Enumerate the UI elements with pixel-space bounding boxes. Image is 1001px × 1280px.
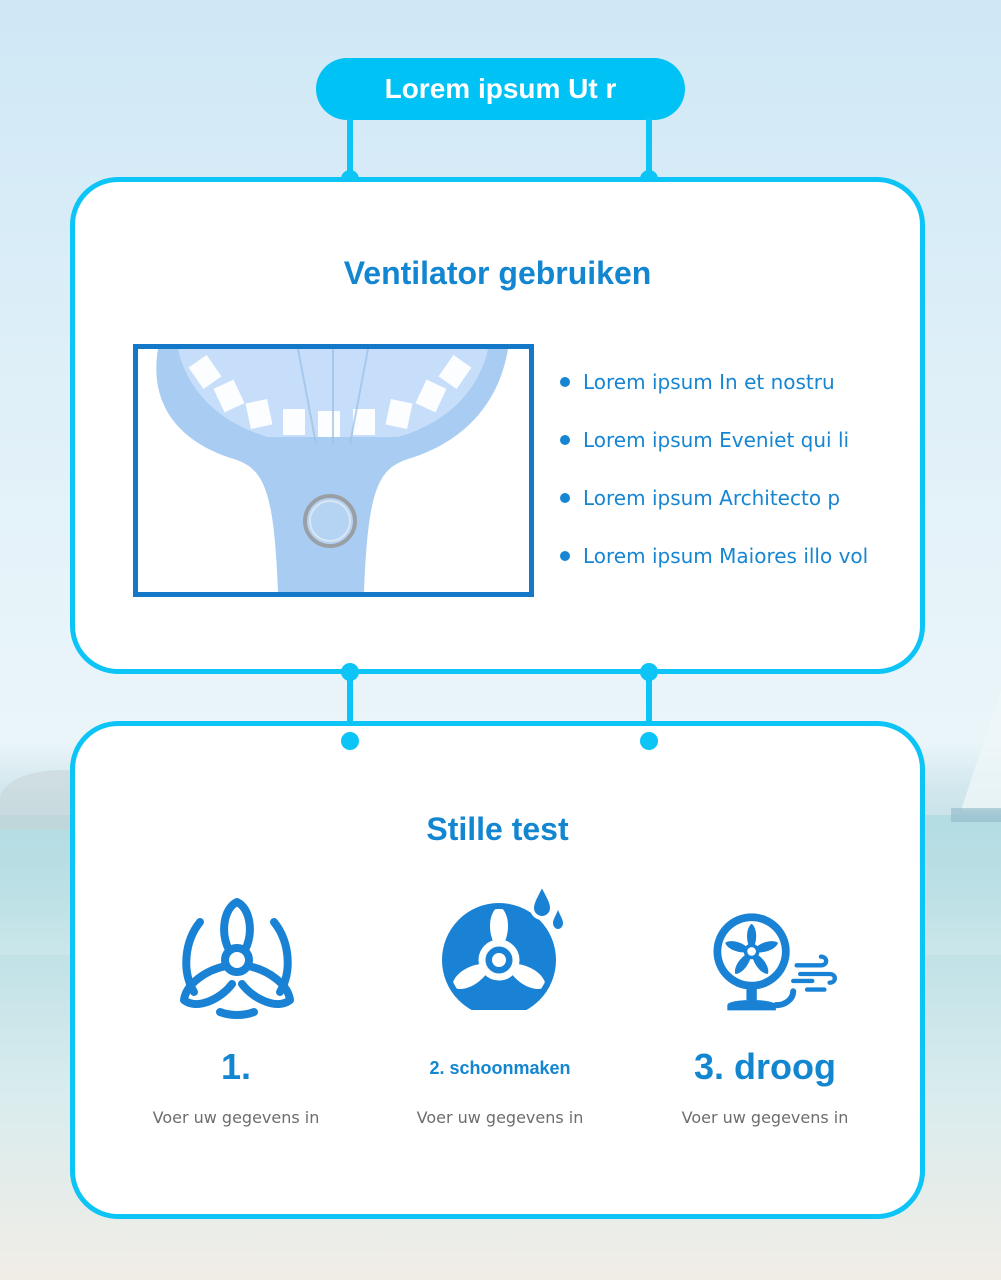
list-item: Lorem ipsum Maiores illo vol bbox=[558, 540, 868, 598]
section-title: Stille test bbox=[426, 811, 569, 847]
step-subtitle: Voer uw gegevens in bbox=[416, 1108, 584, 1127]
connector-dot bbox=[640, 732, 658, 750]
list-item: Lorem ipsum Architecto p bbox=[558, 482, 868, 540]
step-subtitle: Voer uw gegevens in bbox=[681, 1108, 849, 1127]
step-title: 2. schoonmaken bbox=[429, 1058, 571, 1078]
section-title: Ventilator gebruiken bbox=[343, 255, 652, 291]
header-title: Lorem ipsum Ut r bbox=[384, 73, 617, 104]
fan-photo bbox=[133, 344, 534, 597]
fan-water-drops-icon bbox=[436, 880, 566, 1010]
step-title: 1. bbox=[220, 1046, 252, 1087]
step-subtitle: Voer uw gegevens in bbox=[152, 1108, 320, 1127]
list-item: Lorem ipsum Eveniet qui li bbox=[558, 424, 868, 482]
fan-propeller-icon bbox=[172, 892, 302, 1022]
step-title: 3. droog bbox=[694, 1046, 836, 1087]
connector-dot bbox=[341, 732, 359, 750]
list-item: Lorem ipsum In et nostru bbox=[558, 366, 868, 424]
background-sailboat bbox=[941, 690, 1001, 840]
standing-fan-wind-icon bbox=[710, 896, 840, 1026]
header-pill bbox=[316, 58, 685, 120]
feature-list bbox=[558, 366, 868, 598]
